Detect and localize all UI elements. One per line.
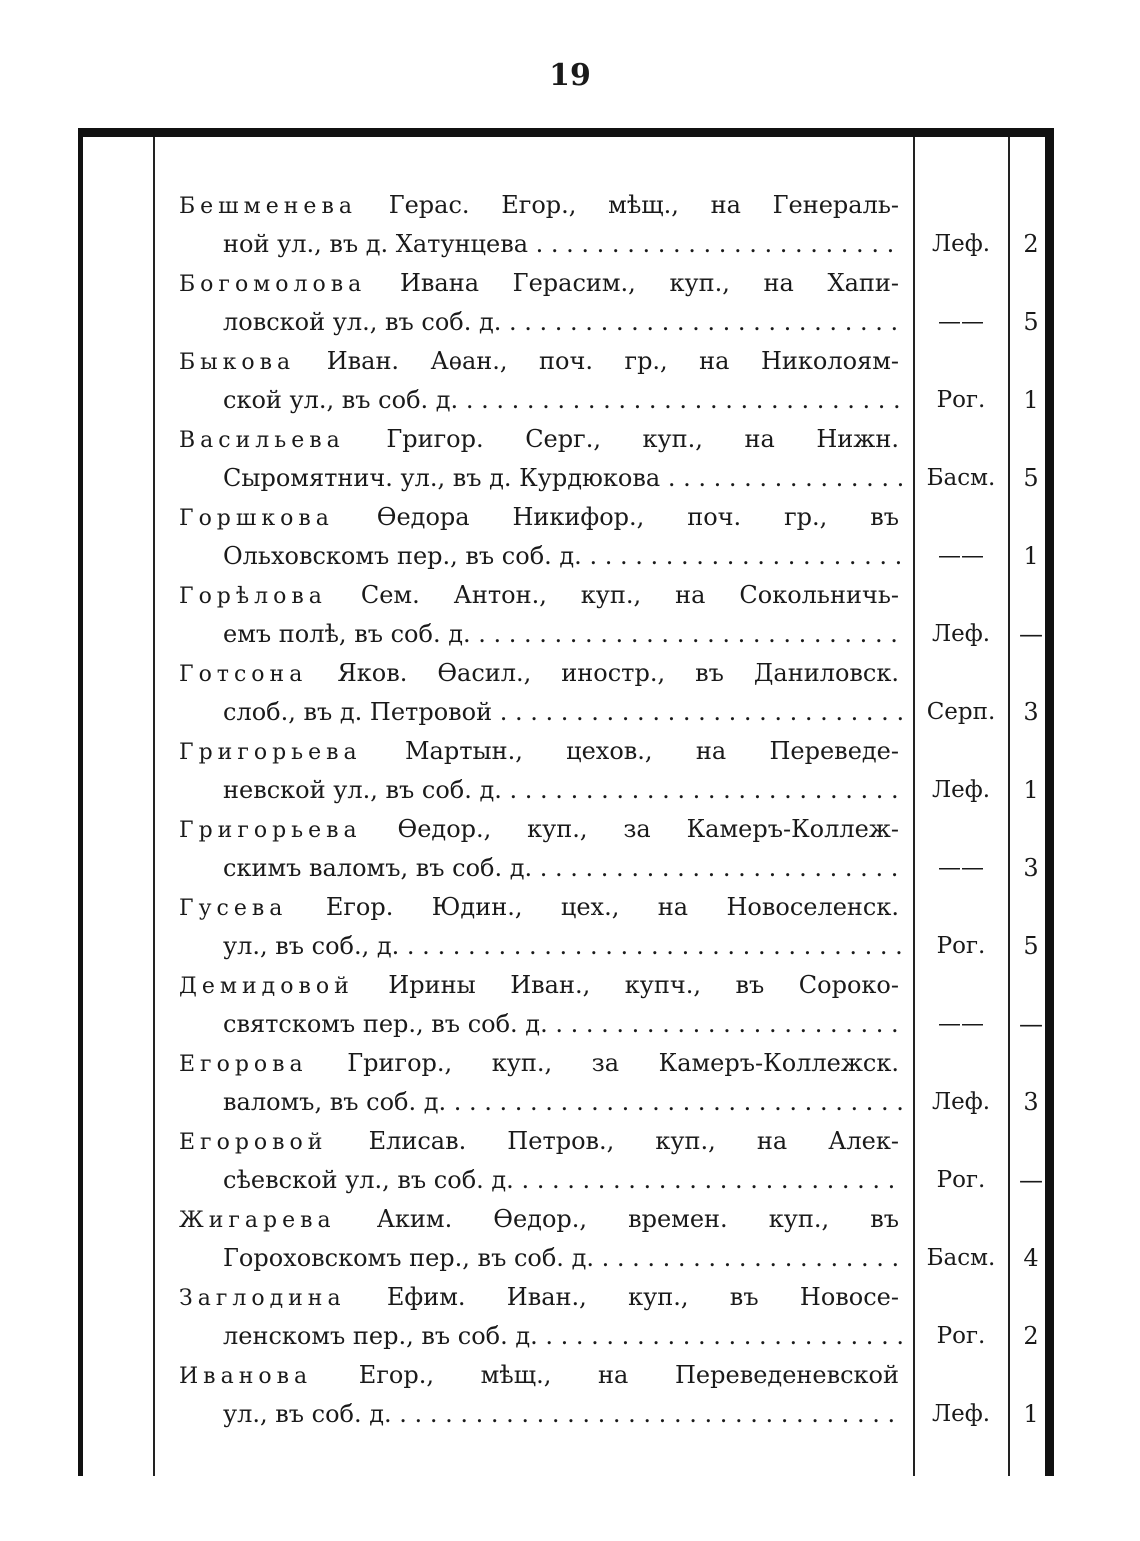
entry-number: 3: [1023, 854, 1039, 882]
entry-line-1: [179, 498, 899, 538]
entry-district: ——: [938, 543, 984, 569]
entry-line-1: [179, 1356, 899, 1396]
entry-district: Серп.: [926, 699, 996, 725]
entry-line-2: [223, 1317, 903, 1356]
entry-line-2: [223, 615, 903, 654]
directory-entry: [83, 654, 1045, 732]
entry-district: Рог.: [936, 387, 986, 413]
entry-details: Герас. Егор., мѣщ., на Генераль-: [388, 191, 899, 219]
entry-district: Басм.: [926, 465, 996, 491]
entry-surname: Богомолова: [179, 272, 367, 297]
entry-district: Рог.: [936, 1323, 986, 1349]
entry-address: емъ полѣ, въ соб. д.: [223, 620, 471, 648]
entry-details: Григор., куп., за Камеръ-Коллежск.: [347, 1049, 899, 1077]
entry-number: —: [1019, 1010, 1043, 1038]
entry-line-1: [179, 732, 899, 772]
directory-entry: [83, 342, 1045, 420]
entry-number: —: [1019, 620, 1043, 648]
entry-line-1: [179, 1200, 899, 1240]
entry-surname: Готсона: [179, 662, 308, 687]
entry-line-1: [179, 1044, 899, 1084]
entry-number: 1: [1023, 386, 1039, 414]
directory-table: [78, 128, 1054, 1476]
entry-district: ——: [938, 855, 984, 881]
entry-district: Леф.: [931, 231, 991, 257]
entry-address: скимъ валомъ, въ соб. д.: [223, 854, 533, 882]
entry-number: 2: [1023, 230, 1039, 258]
entry-surname: Демидовой: [179, 974, 354, 999]
entry-surname: Горѣлова: [179, 584, 327, 609]
entry-surname: Жигарева: [179, 1208, 336, 1233]
entry-line-2: [223, 1005, 903, 1044]
entry-address: невской ул., въ соб. д.: [223, 776, 502, 804]
entry-address: ной ул., въ д. Хатунцева: [223, 230, 529, 258]
directory-entry: [83, 1356, 1045, 1434]
entry-surname: Горшкова: [179, 506, 334, 531]
entry-line-2: [223, 927, 903, 966]
entry-address: ул., въ соб., д.: [223, 932, 400, 960]
entry-line-2: [223, 1161, 903, 1200]
entry-details: Ѳедора Никифор., поч. гр., въ: [376, 503, 899, 531]
entry-line-2: [223, 849, 903, 888]
directory-entry: [83, 810, 1045, 888]
entry-details: Ивана Герасим., куп., на Хапи-: [399, 269, 900, 297]
entry-details: Елисав. Петров., куп., на Алек-: [368, 1127, 899, 1155]
entry-address: Гороховскомъ пер., въ соб. д.: [223, 1244, 594, 1272]
entry-surname: Васильева: [179, 428, 345, 453]
entry-surname: Егоровой: [179, 1130, 328, 1155]
entry-line-1: [179, 654, 899, 694]
entry-number: 5: [1023, 308, 1039, 336]
entry-line-1: [179, 1122, 899, 1162]
entry-district: Басм.: [926, 1245, 996, 1271]
entry-details: Сем. Антон., куп., на Сокольничь-: [360, 581, 899, 609]
entry-line-1: [179, 810, 899, 850]
entry-details: Егор., мѣщ., на Переведеневской: [358, 1361, 899, 1389]
entry-address: Сыромятнич. ул., въ д. Курдюкова: [223, 464, 661, 492]
entry-address: святскомъ пер., въ соб. д.: [223, 1010, 548, 1038]
entry-line-2: [223, 303, 903, 342]
entry-details: Аким. Ѳедор., времен. куп., въ: [376, 1205, 899, 1233]
entry-district: ——: [938, 309, 984, 335]
entry-district: ——: [938, 1011, 984, 1037]
entry-district: Леф.: [931, 777, 991, 803]
page-number: 19: [549, 58, 591, 93]
entry-details: Мартын., цехов., на Переведе-: [404, 737, 899, 765]
directory-entry: [83, 888, 1045, 966]
entry-number: 1: [1023, 776, 1039, 804]
entry-line-2: [223, 1395, 903, 1434]
entry-surname: Григорьева: [179, 818, 362, 843]
entry-line-1: [179, 966, 899, 1006]
entry-number: 3: [1023, 1088, 1039, 1116]
entry-number: 1: [1023, 1400, 1039, 1428]
entry-district: Леф.: [931, 1401, 991, 1427]
entry-surname: Гусева: [179, 896, 288, 921]
entry-address: сѣевской ул., въ соб. д.: [223, 1166, 514, 1194]
directory-entry: [83, 1044, 1045, 1122]
entry-district: Леф.: [931, 621, 991, 647]
entry-line-2: [223, 1083, 903, 1122]
directory-entry: [83, 966, 1045, 1044]
entry-district: Леф.: [931, 1089, 991, 1115]
entry-details: Григор. Серг., куп., на Нижн.: [386, 425, 899, 453]
entry-surname: Быкова: [179, 350, 296, 375]
directory-entry: [83, 1122, 1045, 1200]
entry-line-1: [179, 420, 899, 460]
directory-entry: [83, 420, 1045, 498]
entry-address: валомъ, въ соб. д.: [223, 1088, 447, 1116]
directory-entry: [83, 186, 1045, 264]
directory-entry: [83, 1278, 1045, 1356]
directory-entry: [83, 264, 1045, 342]
entry-number: 1: [1023, 542, 1039, 570]
entry-line-2: [223, 537, 903, 576]
entry-address: ской ул., въ соб. д.: [223, 386, 459, 414]
entry-line-2: [223, 381, 903, 420]
entry-number: 5: [1023, 464, 1039, 492]
entry-line-2: [223, 771, 903, 810]
entry-address: ловской ул., въ соб. д.: [223, 308, 502, 336]
entry-line-1: [179, 342, 899, 382]
entry-address: ленскомъ пер., въ соб. д.: [223, 1322, 538, 1350]
entry-line-1: [179, 1278, 899, 1318]
directory-entry: [83, 498, 1045, 576]
entry-list: [83, 186, 1045, 1434]
entry-number: 4: [1023, 1244, 1039, 1272]
entry-details: Ефим. Иван., куп., въ Новосе-: [386, 1283, 899, 1311]
entry-line-1: [179, 186, 899, 226]
entry-details: Ирины Иван., купч., въ Сороко-: [388, 971, 899, 999]
entry-line-1: [179, 576, 899, 616]
entry-line-2: [223, 225, 903, 264]
entry-line-1: [179, 264, 899, 304]
entry-details: Егор. Юдин., цех., на Новоселенск.: [325, 893, 900, 921]
entry-number: —: [1019, 1166, 1043, 1194]
entry-details: Ѳедор., куп., за Камеръ-Коллеж-: [397, 815, 899, 843]
directory-entry: [83, 732, 1045, 810]
entry-surname: Заглодина: [179, 1286, 346, 1311]
entry-district: Рог.: [936, 933, 986, 959]
entry-line-2: [223, 459, 903, 498]
entry-surname: Григорьева: [179, 740, 362, 765]
directory-entry: [83, 1200, 1045, 1278]
entry-number: 3: [1023, 698, 1039, 726]
entry-address: Ольховскомъ пер., въ соб. д.: [223, 542, 582, 570]
entry-details: Яков. Ѳасил., иностр., въ Даниловск.: [337, 659, 899, 687]
entry-number: 5: [1023, 932, 1039, 960]
entry-line-2: [223, 693, 903, 732]
entry-surname: Егорова: [179, 1052, 308, 1077]
entry-line-2: [223, 1239, 903, 1278]
entry-address: ул., въ соб. д.: [223, 1400, 392, 1428]
entry-address: слоб., въ д. Петровой: [223, 698, 493, 726]
entry-number: 2: [1023, 1322, 1039, 1350]
entry-surname: Иванова: [179, 1364, 313, 1389]
directory-entry: [83, 576, 1045, 654]
entry-line-1: [179, 888, 899, 928]
entry-district: Рог.: [936, 1167, 986, 1193]
entry-details: Иван. Аѳан., поч. гр., на Николоям-: [326, 347, 899, 375]
entry-surname: Бешменева: [179, 194, 357, 219]
